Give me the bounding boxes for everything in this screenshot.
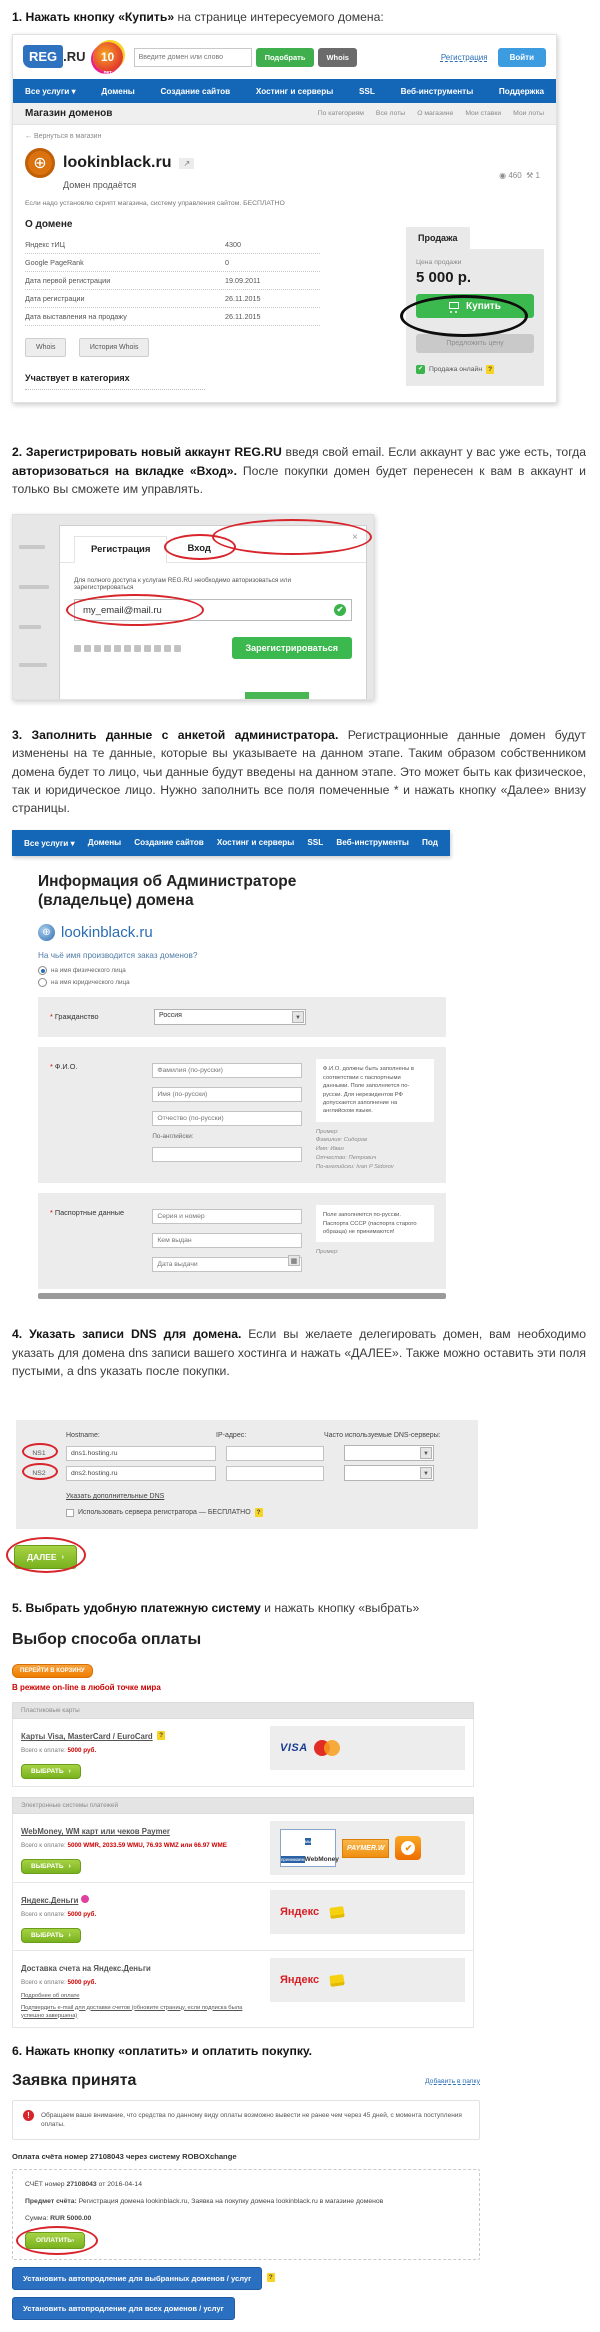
screenshot-admin-form (12, 830, 450, 1300)
help-icon[interactable]: ? (268, 2273, 273, 2281)
yandex-money-link[interactable]: Яндекс.Деньги (21, 1896, 79, 1906)
step-4-bold: 4. Указать записи DNS для домена. (12, 1327, 242, 1342)
radio-legal-entity[interactable]: на имя юридического лица (38, 978, 446, 987)
step-1-text: 1. Нажать кнопку «Купить» на странице интересуемого домена: (12, 10, 384, 24)
step-4-text: 4. Указать записи DNS для домена. Если вы желаете делегировать домен, вам необходимо указать для домена dns записи вашего хостинга и нажать «ДАЛЕЕ». Также можно оставить эти поля пустыми, а dns указать после покупки. (12, 1327, 586, 1378)
payment-option-webmoney (12, 1814, 474, 1883)
dns-row-ns2 (26, 1465, 464, 1481)
passport-number-field[interactable] (152, 1209, 302, 1224)
regru-logo[interactable]: REG .RU (23, 48, 86, 66)
cropped-green-button (245, 692, 309, 699)
tab-registration[interactable]: Регистрация (74, 536, 167, 563)
offer-price-button[interactable]: Предложить цену (416, 334, 534, 353)
buy-button[interactable]: Купить (416, 294, 534, 318)
order-question: На чьё имя производится заказ доменов? (38, 951, 198, 961)
dns-box (16, 1420, 478, 1529)
whois-info-button[interactable]: Whois (25, 338, 66, 357)
screenshot-domain-page (12, 34, 557, 403)
arrow-right-icon: › (71, 2237, 75, 2245)
shop-tab-all-lots[interactable]: Все лоты (375, 110, 406, 118)
payment-details-link[interactable]: Подробнее об оплате (21, 1993, 80, 2000)
about-domain-title: О домене (25, 219, 73, 231)
whois-history-button[interactable]: История Whois (79, 338, 150, 357)
auction-icon: ⚒ (526, 171, 534, 181)
total-line: Всего к оплате: 5000 руб. (21, 1979, 97, 1987)
payment-option-cards (12, 1719, 474, 1787)
background-fragment (19, 625, 41, 629)
fio-help: Ф.И.О. должны быть заполнены в соответствии с паспортными данными. Поле заполняется по-русски. Для нерезидентов РФ допускается заполнение на английском языке. Пример: Фамилия: Сидоров Имя: Иван Отчество: Петрович По-английски: Ivan P Sidorov (316, 1059, 434, 1171)
required-asterisk: * (50, 1012, 53, 1022)
table-row: Дата выставления на продажу 26.11.2015 (25, 308, 320, 326)
domain-info-column (25, 215, 320, 390)
calendar-icon[interactable]: ▦ (288, 1255, 300, 1266)
shop-tab-categories[interactable]: По категориям (317, 110, 364, 118)
price-value: 5 000 р. (416, 269, 472, 287)
radio-individual[interactable]: на имя физического лица (38, 966, 446, 975)
passport-date-field[interactable] (152, 1257, 302, 1272)
nav-hosting[interactable]: Хостинг и серверы (255, 86, 334, 96)
payment-warning: ! Обращаем ваше внимание, что средства по данному виду оплаты возможно вывести не ранее чем через 45 дней, с момента поступления оплаты. (12, 2100, 480, 2140)
yandex-invoice-title: Доставка счета на Яндекс.Деньги (21, 1964, 151, 1974)
nav-support-cropped[interactable]: Под (421, 838, 438, 848)
back-to-shop-link[interactable]: ← Вернуться в магазин (25, 133, 102, 141)
auth-tabs (60, 526, 366, 563)
domain-name: lookinblack.ru (63, 154, 172, 172)
main-nav (12, 830, 450, 856)
payment-option-yandex-invoice (12, 1951, 474, 2027)
visa-logo: VISA (280, 1742, 308, 1755)
arrow-right-icon: › (68, 1863, 71, 1871)
firstname-field[interactable] (152, 1087, 302, 1102)
cart-icon (449, 302, 460, 310)
site-header (13, 35, 556, 79)
whois-button[interactable]: Whois (318, 48, 357, 67)
price-label: Цена продажи (416, 259, 462, 267)
auth-dialog (59, 525, 367, 699)
screenshot-order-accepted (12, 2072, 480, 2320)
checkbox-icon[interactable] (66, 1509, 74, 1517)
screenshot-registration-modal (12, 514, 374, 700)
ns2-hostname-field[interactable] (66, 1466, 216, 1481)
nav-all-services[interactable]: Все услуги ▾ (24, 838, 75, 848)
nav-site-creation[interactable]: Создание сайтов (160, 86, 231, 96)
passport-issuer-field[interactable] (152, 1233, 302, 1248)
wallet-icon (329, 1974, 344, 1987)
auth-links (441, 48, 546, 67)
step-5-text: 5. Выбрать удобную платежную систему и нажать кнопку «выбрать» (12, 1601, 420, 1616)
table-row: Яндекс тИЦ 4300 (25, 236, 320, 254)
auth-info-text: Для полного доступа к услугам REG.RU необходимо авторизоваться или зарегистрироваться (74, 577, 292, 592)
select-button[interactable]: ВЫБРАТЬ › (21, 1859, 81, 1874)
valid-check-icon: ✔ (334, 604, 346, 616)
close-icon[interactable]: × (352, 532, 358, 544)
sale-panel (406, 227, 544, 386)
background-fragment (19, 585, 49, 589)
shop-tab-about[interactable]: О магазине (417, 110, 454, 118)
step-3-text: 3. Заполнить данные с анкетой администратора. Регистрационные данные домен будут изменены на те данные, которые вы указываете на данном этапе. Таким образом собственником домена будет то лицо, чьи данные будут введены на данном этапе. Это может быть как физическое, так и юридическое лицо. Нужно заполнить все поля помеченные * и нажать кнопку «Далее» внизу страницы. (12, 728, 586, 816)
webmoney-logo: мы принимаемWebMoney (280, 1829, 336, 1867)
nav-all-services[interactable]: Все услуги ▾ (25, 87, 76, 97)
seller-note: Если надо установлю скрипт магазина, систему управления сайтом. БЕСПЛАТНО (25, 200, 285, 208)
ns1-hostname-field[interactable] (66, 1446, 216, 1461)
table-row: Дата регистрации 26.11.2015 (25, 290, 320, 308)
external-link-icon[interactable]: ↗ (179, 158, 194, 169)
total-line: Всего к оплате: 5000 руб. (21, 1747, 97, 1755)
select-button[interactable]: ВЫБРАТЬ › (21, 1928, 81, 1943)
pay-button[interactable]: ОПЛАТИТЬ › (25, 2232, 85, 2249)
add-dns-link[interactable]: Указать дополнительные DNS (66, 1493, 165, 1501)
globe-icon: ⊕ (38, 924, 55, 941)
background-fragment (19, 545, 45, 549)
eye-icon: ◉ (499, 171, 507, 181)
ns2-label: NS2 (32, 1469, 46, 1477)
step-5-bold: 5. Выбрать удобную платежную систему (12, 1601, 261, 1616)
screenshot-dns-form (12, 1420, 586, 1569)
help-icon[interactable]: ? (256, 1509, 261, 1517)
invoice-sum-line: Сумма: RUR 5000.00 (25, 2214, 92, 2222)
search-submit-button[interactable]: Подобрать (256, 48, 315, 67)
help-icon[interactable]: ? (159, 1731, 164, 1739)
registrar-servers-checkbox-row: Использовать сервера регистратора — БЕСПЛАТНО ? (66, 1508, 464, 1517)
group-plastic-cards: Пластиковые карты (12, 1702, 474, 1719)
autorenew-all-button[interactable]: Установить автопродление для всех доменов / услуг (12, 2297, 235, 2320)
arrow-right-icon: › (61, 1553, 64, 1561)
step-1-bold: 1. Нажать кнопку «Купить» (12, 10, 175, 24)
ns2-ip-field[interactable] (226, 1466, 324, 1481)
domain-search-input[interactable] (134, 48, 252, 67)
ns2-dns-select[interactable] (344, 1465, 434, 1481)
invoice-heading: Оплата счёта номер 27108043 через систему ROBOXchange (12, 2151, 237, 2161)
invoice-subject-line: Предмет счёта: Регистрация домена lookinblack.ru, Заявка на покупку домена lookinblack.ru в магазине доменов (25, 2197, 384, 2205)
dns-headers: Hostname: IP-адрес: Часто используемые DNS-серверы: (66, 1432, 441, 1440)
invoice-number-line: СЧЁТ номер 27108043 от 2016-04-14 (25, 2180, 142, 2188)
paymer-logo: PAYMER.W (342, 1839, 389, 1858)
shop-tab-my-lots[interactable]: Мои лоты (513, 110, 544, 118)
shop-title: Магазин доменов (25, 108, 113, 120)
radio-icon[interactable] (38, 966, 47, 975)
nav-domains[interactable]: Домены (87, 838, 122, 848)
nav-ssl[interactable]: SSL (307, 838, 324, 848)
yandex-money-icon (81, 1895, 89, 1903)
cards-link[interactable]: Карты Visa, MasterCard / EuroCard (21, 1732, 153, 1742)
english-label: По-английски: (152, 1133, 194, 1141)
total-line: Всего к оплате: 5000 руб. (21, 1911, 97, 1919)
yandex-logo: Яндекс (280, 1906, 320, 1919)
select-caret-icon: ▼ (420, 1447, 432, 1459)
radio-icon[interactable] (38, 978, 47, 987)
domain-header (25, 148, 544, 181)
caret-down-icon: ▾ (71, 87, 76, 97)
register-button[interactable]: Зарегистрироваться (232, 637, 352, 659)
webmoney-link[interactable]: WebMoney, WM карт или чеков Paymer (21, 1827, 170, 1837)
nav-web-tools[interactable]: Веб-инструменты (336, 838, 409, 848)
passport-group: * Паспортные данные Серия и номер Кем выдан Дата выдачи ▦ Поле заполняется по-русски. Паспорта СССР (паспорта старого образца) не принимаются! Пример: (38, 1193, 446, 1289)
next-button[interactable]: ДАЛЕЕ › (14, 1545, 77, 1569)
nav-hosting[interactable]: Хостинг и серверы (216, 838, 295, 848)
middlename-field[interactable] (152, 1111, 302, 1126)
screenshot-payment-methods (12, 1631, 474, 2027)
dns-row-ns1 (26, 1445, 464, 1461)
table-row: Дата первой регистрации 19.09.2011 (25, 272, 320, 290)
required-asterisk: * (50, 1208, 53, 1218)
online-note: В режиме on-line в любой точке мира (12, 1683, 161, 1693)
confirm-email-link[interactable]: Подтвердить e-mail для доставки счетов (обновите страницу, если подписка была успешно завершена) (21, 2004, 243, 2019)
card-logos (270, 1726, 465, 1770)
categories-title: Участвует в категориях (25, 373, 205, 390)
nav-web-tools[interactable]: Веб-инструменты (400, 86, 474, 96)
ns1-label: NS1 (32, 1449, 46, 1457)
arrow-right-icon: › (68, 1768, 71, 1776)
step-2-bold: 2. Зарегистрировать новый аккаунт REG.RU (12, 445, 282, 460)
social-login-icons[interactable] (74, 645, 181, 652)
total-line: Всего к оплате: 5000 WMR, 2033.59 WMU, 76.93 WMZ или 66.97 WME (21, 1842, 227, 1850)
autorenew-selected-button[interactable]: Установить автопродление для выбранных доменов / услуг (12, 2267, 262, 2290)
invoice-box (12, 2169, 480, 2261)
go-to-cart-button[interactable]: ПЕРЕЙТИ В КОРЗИНУ (12, 1664, 93, 1678)
wallet-icon (329, 1906, 344, 1919)
english-name-field[interactable] (152, 1147, 302, 1162)
webmoney-logos (270, 1821, 465, 1875)
domain-name: lookinblack.ru (61, 924, 153, 942)
fio-group: * Ф.И.О. Фамилия (по-русски) Имя (по-русски) Отчество (по-русски) По-английски: Ф.И.О. должны быть заполнены в соответствии с паспортными данными. Поле заполняется по-русски. Для нерезидентов РФ допускается заполнение на английском языке. Пример: Фамилия: Сидоров Имя: Иван Отчество: Петрович По-английски: Ivan P Sidorov (38, 1047, 446, 1183)
shop-subbar (13, 103, 556, 125)
passport-help: Поле заполняется по-русски. Паспорта СССР (паспорта старого образца) не принимаются! Пример: (316, 1205, 434, 1257)
shop-tab-my-bids[interactable]: Мои ставки (465, 110, 502, 118)
nav-domains[interactable]: Домены (101, 86, 135, 96)
mastercard-logo (314, 1740, 342, 1757)
nav-support[interactable]: Поддержка (498, 86, 544, 96)
anniversary-badge: 10 лет (93, 42, 123, 72)
arrow-right-icon: › (68, 1932, 71, 1940)
nav-ssl[interactable]: SSL (358, 86, 375, 96)
select-caret-icon: ▼ (292, 1011, 304, 1023)
admin-form-title: Информация об Администраторе (владельце) домена (38, 872, 297, 910)
domain-stats: ◉ 460 ⚒ 1 (499, 171, 540, 181)
nav-site-creation[interactable]: Создание сайтов (134, 838, 204, 848)
email-field[interactable] (74, 599, 352, 621)
back-arrow-icon: ← (25, 133, 32, 141)
background-fragment (19, 663, 47, 667)
login-button[interactable]: Войти (498, 48, 546, 67)
yandex-logo-box (270, 1890, 465, 1934)
warning-icon: ! (23, 2110, 34, 2121)
globe-icon: ⊕ (25, 148, 55, 178)
add-to-folder-link[interactable]: Добавить в папку (424, 2078, 480, 2086)
select-caret-icon: ▼ (420, 1467, 432, 1479)
step-2-text: 2. Зарегистрировать новый аккаунт REG.RU введя свой email. Если аккаунт у вас уже есть, тогда авторизоваться на вкладке «Вход». После покупки домен будет перенесен к вам в аккаунт и только вы сможете им управлять. (12, 445, 586, 496)
domain-status: Домен продаётся (63, 180, 137, 191)
domain-line (38, 924, 446, 941)
step-3-bold: 3. Заполнить данные с анкетой администратора. (12, 728, 339, 743)
check-icon: ✔ (417, 366, 424, 373)
ns1-dns-select[interactable] (344, 1445, 434, 1461)
ns1-ip-field[interactable] (226, 1446, 324, 1461)
step-6-bold: 6. Нажать кнопку «оплатить» и оплатить покупку. (12, 2043, 313, 2058)
payment-title: Выбор способа оплаты (12, 1631, 202, 1649)
citizenship-select[interactable]: Россия ▼ (154, 1009, 306, 1025)
step-6-text (12, 2042, 586, 2060)
required-asterisk: * (50, 1062, 53, 1072)
horizontal-scrollbar[interactable] (38, 1293, 446, 1299)
domain-search (134, 48, 357, 67)
online-sale-row: ✔ Продажа онлайн ? (417, 366, 493, 374)
group-epayment: Электронные системы платежей (12, 1797, 474, 1814)
sale-tab: Продажа (406, 227, 470, 249)
citizenship-group: * Гражданство Россия ▼ (38, 997, 446, 1037)
caret-down-icon: ▾ (70, 838, 75, 848)
verified-badge-icon: ✔ (395, 1836, 421, 1860)
domain-page-body (13, 125, 556, 402)
help-icon[interactable]: ? (488, 366, 493, 374)
select-button[interactable]: ВЫБРАТЬ › (21, 1764, 81, 1779)
order-accepted-title: Заявка принята (12, 2072, 137, 2090)
yandex-logo-box (270, 1958, 465, 2002)
payment-option-yandex-money (12, 1883, 474, 1951)
tab-login[interactable]: Вход (187, 543, 211, 555)
register-link[interactable]: Регистрация (440, 52, 488, 62)
table-row: Google PageRank 0 (25, 254, 320, 272)
yandex-logo: Яндекс (280, 1974, 320, 1987)
lastname-field[interactable] (152, 1063, 302, 1078)
